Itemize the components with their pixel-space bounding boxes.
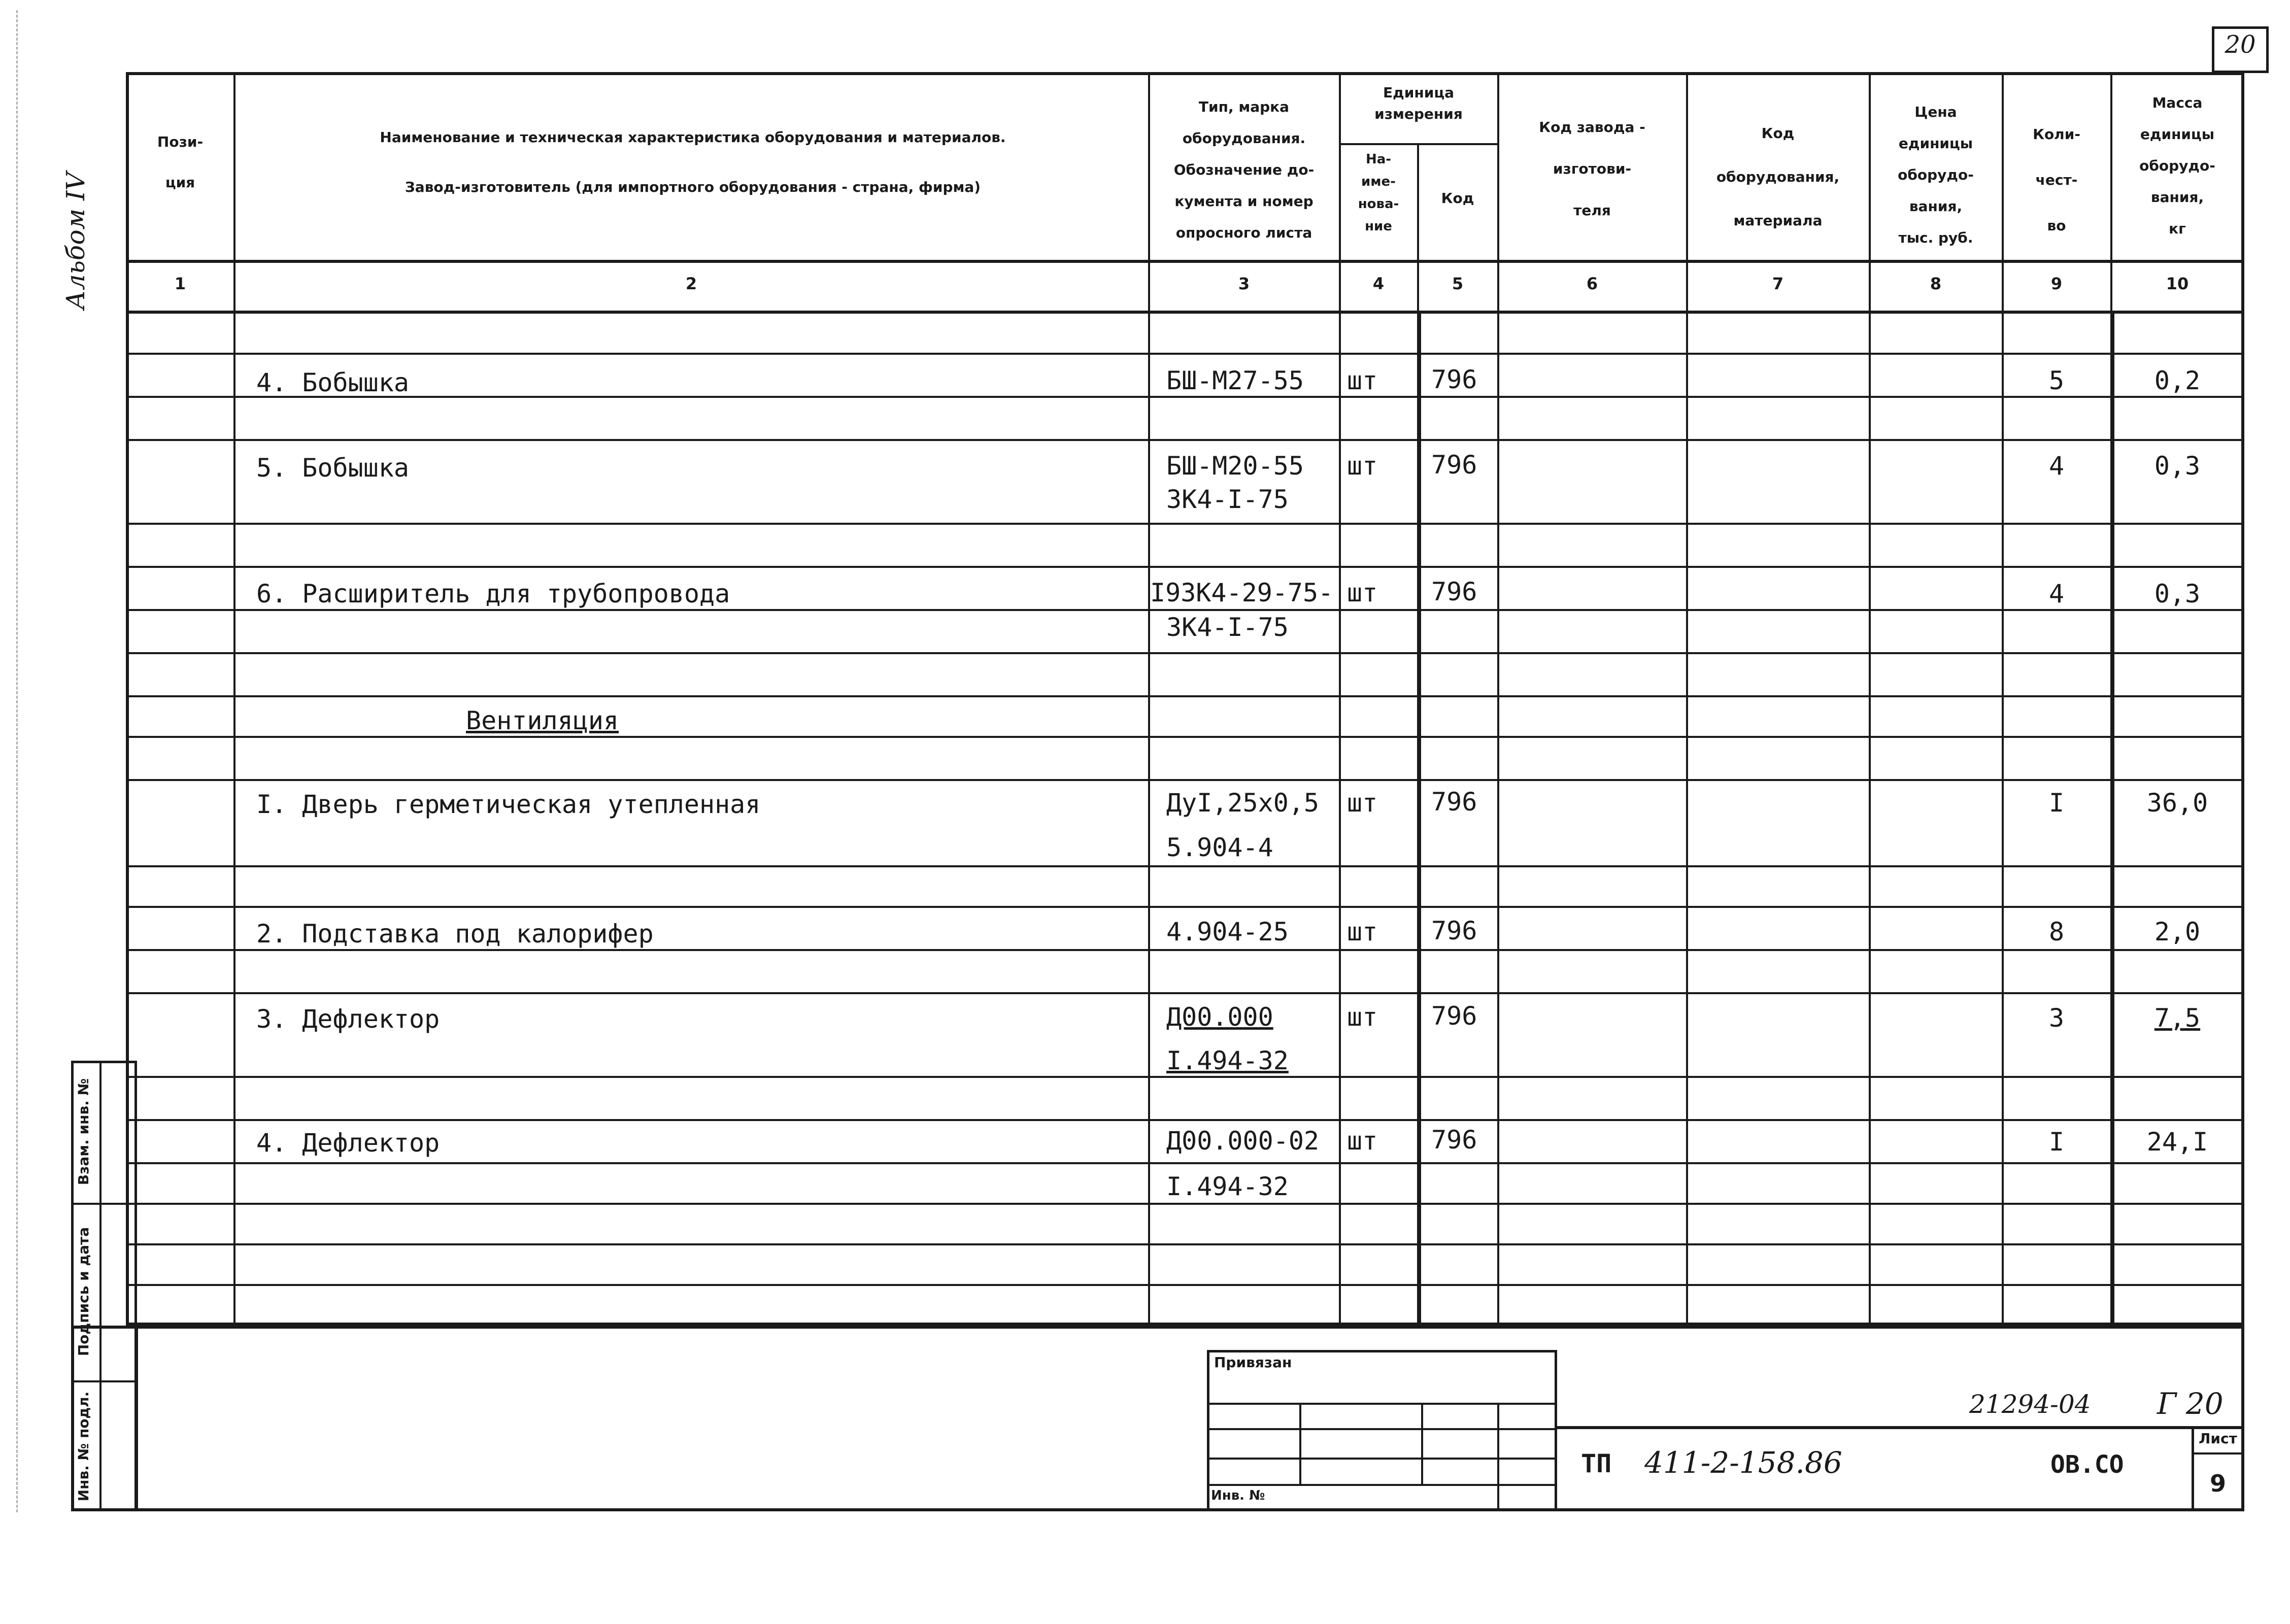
row-6-type: 4.904-25 (1166, 917, 1289, 946)
title-frame (71, 1326, 2244, 1511)
row-2-mass: 0,3 (2154, 451, 2201, 481)
corner-sheet-number: 20 (2225, 30, 2256, 59)
handwritten-sheet: Г 20 (2157, 1386, 2224, 1421)
side-stamp-signature-date: Подпись и дата (75, 1227, 92, 1357)
row-3-unit: шт (1347, 578, 1378, 607)
row-8-code: 796 (1431, 1125, 1477, 1155)
row-6-name: 2. Подставка под калорифер (256, 919, 654, 949)
bound-box-title: Привязан (1214, 1354, 1292, 1371)
row-7-type-doc: I.494-32 (1166, 1046, 1289, 1075)
header-name: Наименование и техническая характеристика оборудования и материалов. Завод-изготовитель (для импортного оборудования - страна, фирма) (380, 129, 1006, 195)
header-equipment-code: Код оборудования, материала (1716, 125, 1840, 229)
row-6-mass: 2,0 (2154, 917, 2201, 946)
colnum-5: 5 (1452, 274, 1464, 293)
sheet-label: Лист (2199, 1430, 2237, 1447)
doc-number: 21294-04 (1969, 1390, 2091, 1419)
margin-line (16, 10, 18, 1512)
row-1-name: 4. Бобышка (256, 368, 410, 397)
row-3-code: 796 (1431, 577, 1477, 606)
row-2-type-doc: 3К4-I-75 (1166, 485, 1289, 514)
bound-box (1207, 1350, 1557, 1511)
row-2-qty: 4 (2048, 451, 2065, 481)
section-heading-ventilation: Вентиляция (466, 706, 619, 735)
row-7-unit: шт (1347, 1002, 1378, 1032)
row-5-qty: I (2048, 788, 2065, 818)
row-3-qty: 4 (2048, 579, 2065, 608)
row-2-type: БШ-М20-55 (1166, 451, 1304, 481)
row-3-type: I93К4-29-75- (1150, 578, 1334, 607)
header-factory-code: Код завода - изготови- теля (1539, 119, 1645, 219)
row-6-qty: 8 (2048, 917, 2065, 946)
colnum-1: 1 (174, 274, 186, 293)
colnum-8: 8 (1930, 274, 1942, 293)
header-quantity: Коли- чест- во (2033, 126, 2080, 234)
row-1-qty: 5 (2048, 366, 2065, 395)
colnum-4: 4 (1372, 274, 1385, 293)
row-8-qty: I (2048, 1127, 2065, 1157)
bound-box-inv: Инв. № (1211, 1488, 1265, 1503)
row-3-name: 6. Расширитель для трубопровода (256, 579, 730, 608)
row-7-name: 3. Дефлектор (256, 1004, 440, 1034)
header-unit: Единица измерения (1374, 84, 1463, 122)
header-position: Пози- ция (157, 133, 204, 191)
project-code: 411-2-158.86 (1644, 1445, 1842, 1480)
row-1-unit: шт (1347, 366, 1378, 395)
colnum-7: 7 (1772, 274, 1784, 293)
row-7-mass: 7,5 (2154, 1003, 2201, 1033)
row-2-code: 796 (1431, 450, 1477, 480)
header-type: Тип, марка оборудования. Обозначение до- кумента и номер опросного листа (1173, 98, 1315, 241)
colnum-3: 3 (1238, 274, 1250, 293)
row-5-mass: 36,0 (2146, 788, 2208, 818)
header-unit-name: На- име- нова- ние (1358, 152, 1399, 234)
row-5-code: 796 (1431, 787, 1477, 817)
row-6-unit: шт (1347, 917, 1378, 946)
row-5-type: ДуI,25х0,5 (1166, 788, 1320, 818)
sheet-number: 9 (2209, 1470, 2226, 1497)
mark: ОВ.СО (2050, 1450, 2124, 1479)
side-stamp-replacement-inv: Взам. инв. № (75, 1078, 92, 1186)
row-8-name: 4. Дефлектор (256, 1128, 440, 1158)
album-label: Альбом IV (61, 172, 90, 310)
row-7-qty: 3 (2048, 1003, 2065, 1033)
colnum-9: 9 (2050, 274, 2063, 293)
colnum-6: 6 (1586, 274, 1598, 293)
row-5-type-doc: 5.904-4 (1166, 833, 1273, 862)
row-1-mass: 0,2 (2154, 366, 2201, 395)
header-mass: Масса единицы оборудо- вания, кг (2139, 94, 2215, 237)
row-2-name: 5. Бобышка (256, 453, 410, 483)
row-6-code: 796 (1431, 916, 1477, 945)
row-8-unit: шт (1347, 1126, 1378, 1156)
header-unit-code: Код (1441, 190, 1474, 207)
row-3-mass: 0,3 (2154, 579, 2201, 608)
row-8-mass: 24,I (2146, 1127, 2208, 1157)
row-8-type-doc: I.494-32 (1166, 1172, 1289, 1201)
row-1-code: 796 (1431, 365, 1477, 394)
row-2-unit: шт (1347, 451, 1378, 481)
row-7-code: 796 (1431, 1001, 1477, 1031)
row-3-type-doc: 3К4-I-75 (1166, 613, 1289, 642)
row-5-name: I. Дверь герметическая утепленная (256, 790, 761, 819)
row-7-type: Д00.000 (1166, 1002, 1273, 1032)
row-1-type: БШ-М27-55 (1166, 366, 1304, 395)
header-price: Цена единицы оборудо- вания, тыс. руб. (1898, 104, 1974, 246)
side-stamp-original-inv: Инв. № подл. (75, 1391, 92, 1502)
project-prefix: ТП (1581, 1449, 1612, 1478)
colnum-10: 10 (2166, 274, 2189, 293)
row-8-type: Д00.000-02 (1166, 1126, 1320, 1156)
row-5-unit: шт (1347, 788, 1378, 818)
colnum-2: 2 (685, 274, 697, 293)
